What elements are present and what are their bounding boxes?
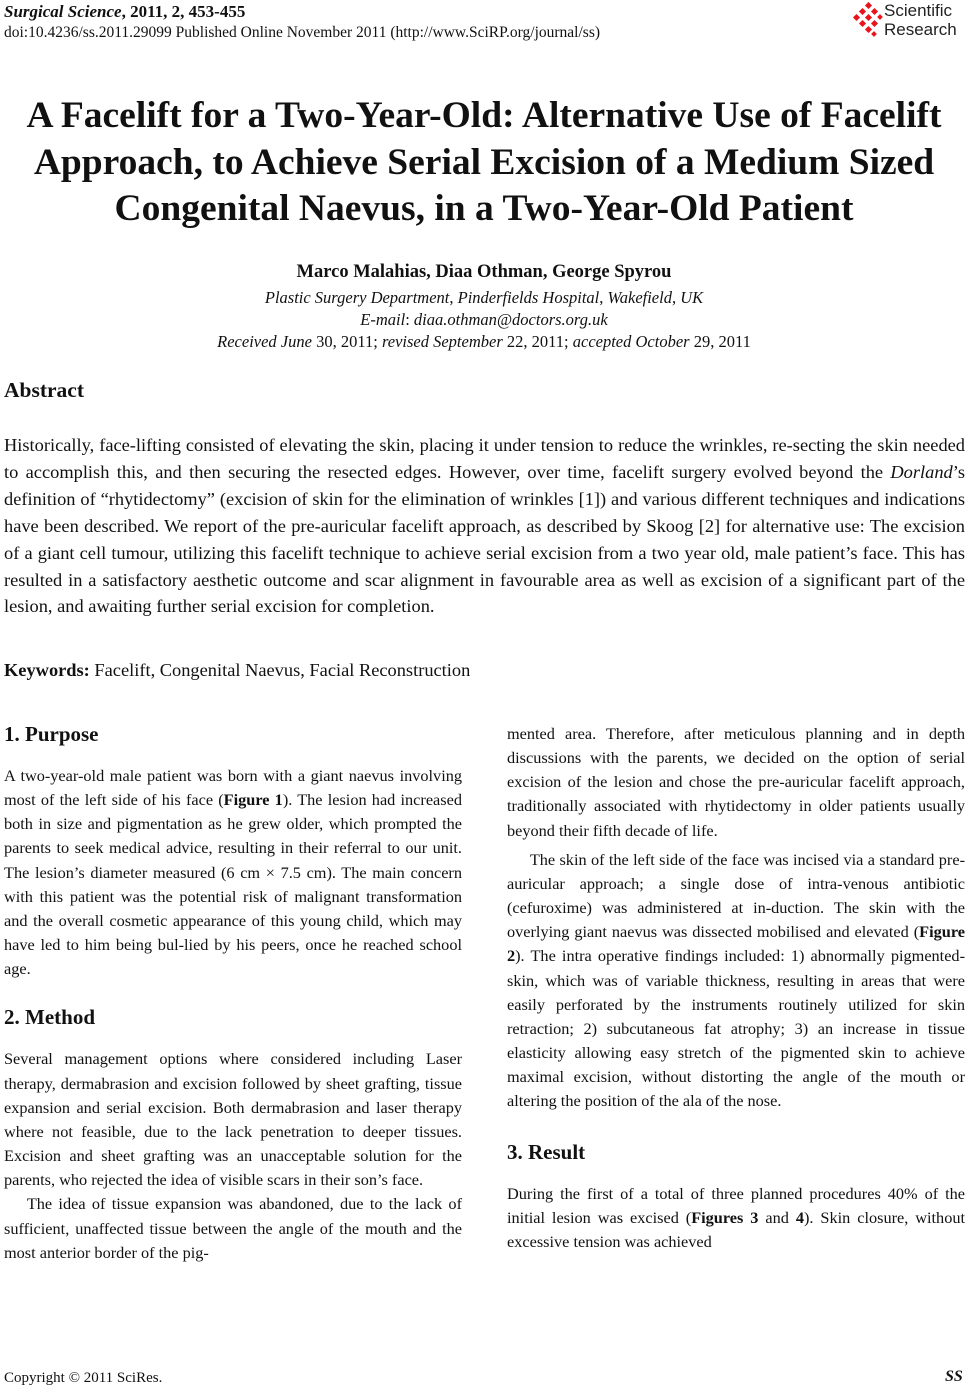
left-column <box>4 721 462 1265</box>
affiliation-hospital: Pinderfields Hospital <box>457 288 600 307</box>
sep: , <box>599 288 608 307</box>
revised-date: 22, 2011; <box>502 332 573 351</box>
keywords-list: Facelift, Congenital Naevus, Facial Reconstruction <box>89 660 471 680</box>
method-paragraph: Several management options where considered including Laser therapy, dermabrasion and excision followed by sheet grafting, tissue expansion and serial excision. Both dermabrasion and laser therapy where not feasible, due to the lack penetration to deeper tissues. Excision and sheet grafting was an unacceptable solution for the parents, who rejected the idea of visible scars in their son’s face. <box>4 1049 462 1190</box>
received-date: 30, 2011; <box>311 332 382 351</box>
abstract-italic: Dorland <box>890 461 953 482</box>
title-line: Congenital Naevus, in a Two-Year-Old Patient <box>114 188 854 229</box>
method-paragraph: The idea of tissue expansion was abandoned, due to the lack of sufficient, unaffected tissue between the angle of the mouth and the most anterior border of the pig- <box>4 1194 462 1262</box>
doi-line: doi:10.4236/ss.2011.29099 Published Online November 2011 (http://www.SciRP.org/journal/ss) <box>4 24 601 41</box>
result-paragraph <box>507 1182 965 1254</box>
contact-email <box>0 309 968 331</box>
method-paragraph <box>507 848 965 1114</box>
logo-text-line2: Research <box>884 20 957 39</box>
section-heading-method: 2. Method <box>4 1005 95 1030</box>
abstract-body <box>4 432 965 620</box>
accepted-label: accepted October <box>572 332 690 351</box>
email-label: E-mail <box>360 310 406 329</box>
title-line: Approach, to Achieve Serial Excision of a Medium Sized <box>33 141 935 183</box>
figure-ref[interactable]: Figure 1 <box>223 790 283 810</box>
keywords-label: Keywords: <box>4 660 90 680</box>
accepted-date: 29, 2011 <box>689 332 751 351</box>
abstract-text: Historically, face-lifting consisted of elevating the skin, placing it under tension to reduce the wrinkles, re-secting the skin needed to accomplish this, and then securing the resected edges. However, over time, facelift surgery evolved beyond the <box>4 435 965 482</box>
text: During the first of a total of three planned procedures 40% of the initial lesion was excised ( <box>507 1183 965 1227</box>
figure-ref[interactable]: Figure 2 <box>507 922 965 966</box>
title-line: A Facelift for a Two-Year-Old: Alternative Use of Facelift <box>26 95 942 136</box>
journal-citation <box>4 2 245 22</box>
submission-dates <box>0 331 968 353</box>
diamond-cluster-logo-icon <box>850 2 884 42</box>
paper-title <box>0 93 968 233</box>
section-heading-result: 3. Result <box>507 1139 586 1164</box>
copyright-notice: Copyright © 2011 SciRes. <box>4 1370 163 1386</box>
logo-text-line1: Scientific <box>884 1 953 20</box>
email-address[interactable]: diaa.othman@doctors.org.uk <box>413 310 608 329</box>
figure-ref[interactable]: 4 <box>795 1207 804 1227</box>
publisher-logo <box>850 0 968 44</box>
text: A two-year-old male patient was born with a giant naevus involving most of the left side of his face ( <box>4 766 462 810</box>
journal-abbreviation: SS <box>945 1368 963 1385</box>
revised-label: revised September <box>381 332 503 351</box>
keywords <box>4 658 470 682</box>
author-list: Marco Malahias, Diaa Othman, George Spyrou <box>296 262 672 282</box>
abstract-heading: Abstract <box>4 378 85 402</box>
sep: , <box>449 288 458 307</box>
right-column <box>507 722 965 1254</box>
affiliation-city: Wakefield <box>607 288 672 307</box>
affiliation-country: UK <box>680 288 704 307</box>
affiliation <box>0 287 968 309</box>
text: The skin of the left side of the face was incised via a standard pre-auricular approach; a single dose of intra-venous antibiotic (cefuroxime) was administered at in-duction. The skin with the overlying giant naevus was dissected mobilised and elevated ( <box>507 849 965 942</box>
abstract-text: ’s definition of “rhytidectomy” (excision of skin for the elimination of wrinkles [1]) and various different techniques and indications have been described. We report of the pre-auricular facelift approach, as described by Skoog [2] for alternative use: The excision of a giant cell tumour, utilizing this facelift technique to achieve serial excision from a two year old, male patient’s face. This has resulted in a satisfactory aesthetic outcome and scar alignment in favourable area as well as excision of a significant part of the lesion, and awaiting further serial excision for completion. <box>4 461 965 617</box>
purpose-paragraph <box>4 764 462 981</box>
received-label: Received June <box>217 332 312 351</box>
text: ). Skin closure, without excessive tension was achieved <box>507 1207 965 1251</box>
sep: : <box>405 310 414 329</box>
method-paragraph-continued: mented area. Therefore, after meticulous planning and in depth discussions with the parents, we decided on the option of serial excision of the lesion and chose the pre-auricular facelift approach, traditionally associated with rhytidectomy in older patients usually beyond their fifth decade of life. <box>507 724 965 840</box>
text: ). The lesion had increased both in size and pigmentation as he grew older, which prompted the parents to seek medical advice, resulting in their referral to our unit. The lesion’s diameter measured (6 cm × 7.5 cm). The main concern with this patient was the potential risk of malignant transformation and the overall cosmetic appearance of this young child, which may have led to him being bul-lied by his peers, once he reached school age. <box>4 790 462 979</box>
journal-volume: , 2011, 2, 453-455 <box>121 2 246 21</box>
figure-ref[interactable]: Figures 3 <box>691 1207 759 1227</box>
logo-text <box>884 1 957 39</box>
sep: , <box>671 288 681 307</box>
text: ). The intra operative findings included: 1) abnormally pigmented-skin, which was of variable thickness, resulting in areas that were easily perforated by the instruments routinely utilized for skin retraction; 2) subcutaneous fat atrophy; 3) an increase in tissue elasticity allowing easy stretch of the pigmented skin to achieve maximal excision, without distorting the angle of the mouth or altering the position of the ala of the nose. <box>507 946 965 1111</box>
affiliation-dept: Plastic Surgery Department <box>264 288 450 307</box>
section-heading-purpose: 1. Purpose <box>4 722 99 746</box>
text: and <box>758 1207 796 1227</box>
journal-name: Surgical Science <box>4 2 122 21</box>
